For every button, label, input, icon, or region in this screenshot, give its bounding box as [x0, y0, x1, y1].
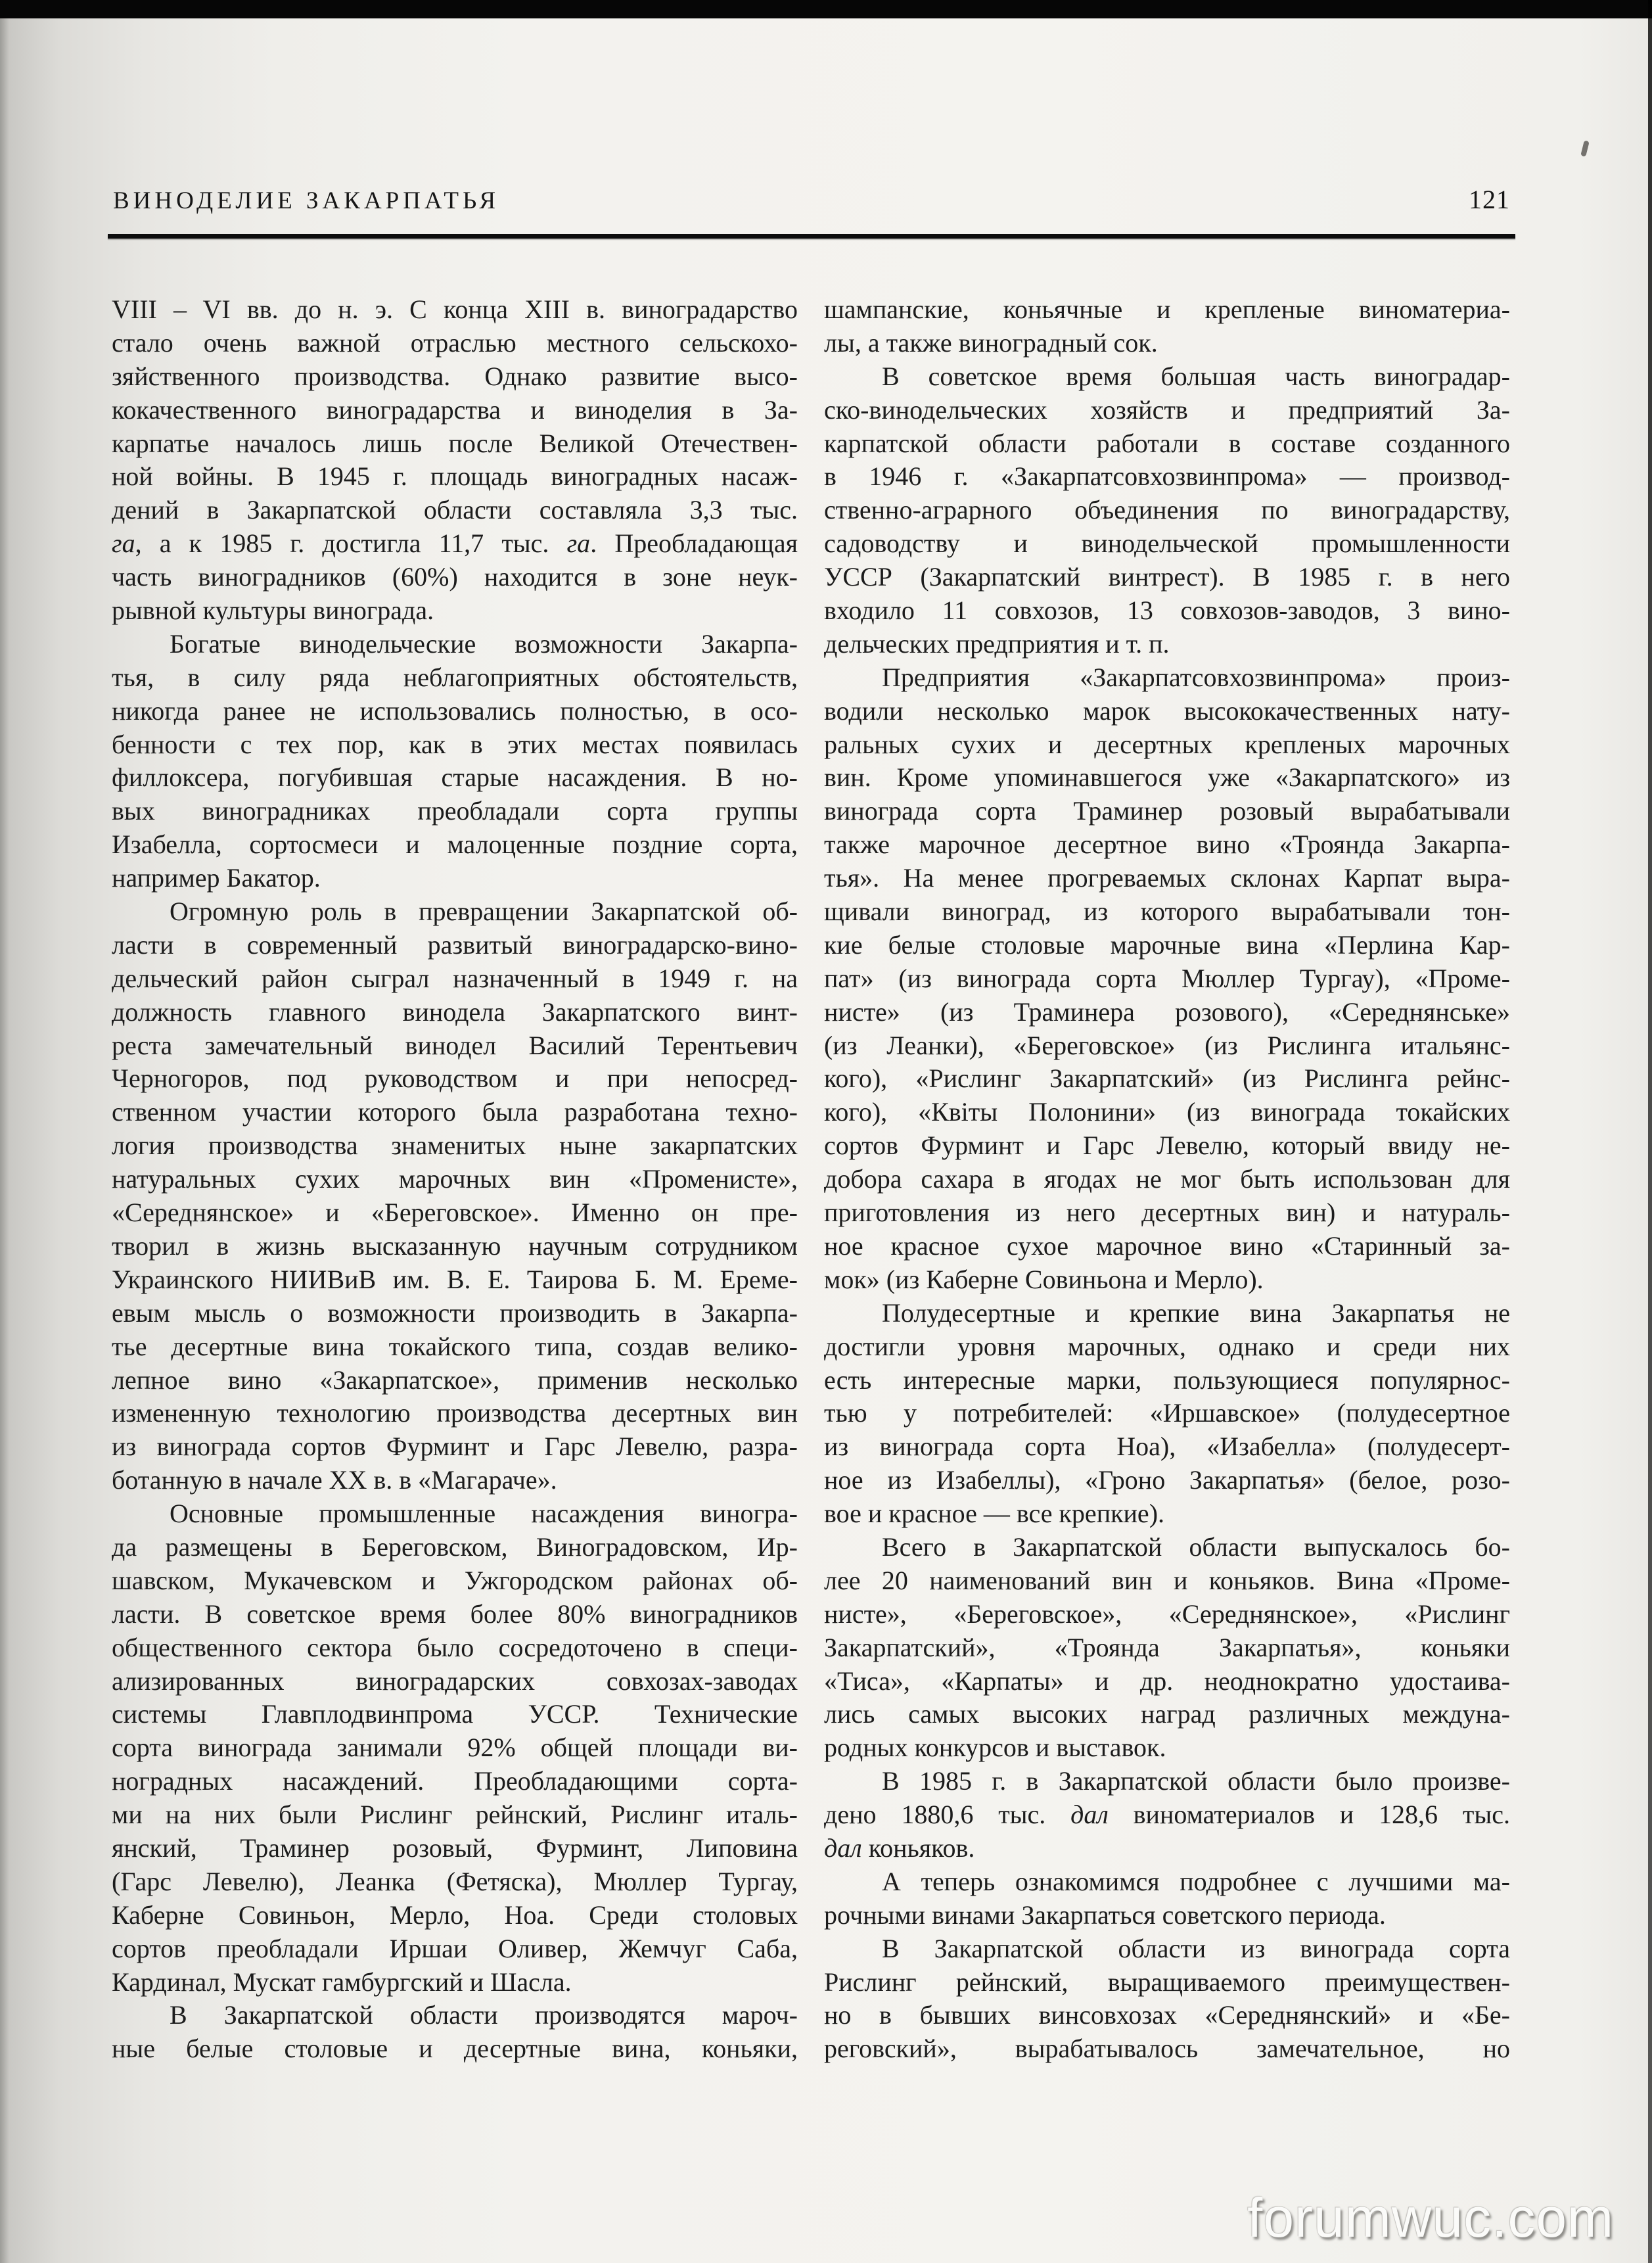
text-line: В советское время большая часть виноградар-	[882, 361, 1510, 391]
text-line: филлоксера, погубившая старые насаждения. В но-	[112, 762, 798, 793]
text-line: Всего в Закарпатской области выпускалось бо-	[882, 1531, 1510, 1562]
text-line: мок» (из Каберне Совиньона и Мерло).	[824, 1264, 1264, 1294]
text-line: сортов преобладали Иршаи Оливер, Жемчуг Саба,	[112, 1933, 798, 1963]
running-header-title: ВИНОДЕЛИЕ ЗАКАРПАТЬЯ	[113, 187, 499, 214]
text-line: логия производства знаменитых ныне закарпатских	[112, 1131, 798, 1161]
text-line: никогда ранее не использовались полностью, в осо-	[112, 695, 798, 726]
text-line: вин. Кроме упоминавшегося уже «Закарпатского» из	[824, 762, 1510, 793]
text-line: измененную технологию производства десертных вин	[112, 1398, 798, 1428]
text-line: винограда сорта Траминер розовый вырабатывали	[824, 796, 1510, 826]
text-line: приготовления из него десертных вин) и натураль-	[824, 1198, 1510, 1228]
text-line: лы, а также виноградный сок.	[824, 327, 1158, 358]
text-line: «Середнянское» и «Береговское». Именно он пре-	[112, 1198, 798, 1228]
text-line: ниcте» (из Траминера розового), «Середнянське»	[824, 996, 1510, 1027]
text-line: (Гарс Левелю), Леанка (Фетяска), Мюллер Тургау,	[112, 1866, 798, 1896]
text-line: В 1985 г. в Закарпатской области было произве-	[882, 1766, 1510, 1796]
text-line: Полудесертные и крепкие вина Закарпатья не	[882, 1297, 1510, 1328]
text-line: из винограда сортов Фурминт и Гарс Левелю, разра-	[112, 1432, 798, 1462]
text-line: лись самых высоких наград различных междуна-	[824, 1699, 1510, 1729]
text-line: Изабелла, сортосмеси и малоценные поздние сорта,	[112, 829, 798, 860]
text-line: карпатской области работали в составе созданного	[824, 428, 1510, 458]
text-line: общественного сектора было сосредоточено в специ-	[112, 1632, 798, 1662]
text-column-left	[112, 293, 798, 2066]
text-line: (из Леанки), «Береговское» (из Рислинга итальянс-	[824, 1030, 1510, 1060]
text-line: ное из Изабеллы), «Гроно Закарпатья» (белое, розо-	[824, 1465, 1510, 1495]
text-line: есть интересные марки, пользующиеся популярнос-	[824, 1365, 1510, 1395]
text-line: VIII – VI вв. до н. э. С конца XIII в. виноградарство	[112, 294, 798, 324]
watermark: forumwuc.com	[1247, 2187, 1615, 2249]
text-line: кого), «Рислинг Закарпатский» (из Рислинга рейнс-	[824, 1063, 1510, 1094]
text-line: сортов Фурминт и Гарс Левелю, который ввиду не-	[824, 1131, 1510, 1161]
text-line: дал коньяков.	[824, 1832, 975, 1863]
scan-edge-shadow	[1648, 0, 1652, 2263]
text-line: рочными винами Закарпаться советского периода.	[824, 1900, 1386, 1930]
text-line: системы Главплодвинпрома УССР. Технические	[112, 1699, 798, 1729]
text-line: ственном участии которого была разработана техно-	[112, 1097, 798, 1127]
text-line: например Бакатор.	[112, 863, 321, 893]
text-line: пат» (из винограда сорта Мюллер Тургау), «Проме-	[824, 963, 1510, 993]
header-rule	[108, 234, 1515, 239]
text-line: в 1946 г. «Закарпатсовхозвинпрома» — производ-	[824, 461, 1510, 492]
text-line: но в бывших винсовхозах «Середнянский» и «Бе-	[824, 2000, 1510, 2030]
text-line: творил в жизнь высказанную научным сотрудником	[112, 1230, 798, 1261]
text-line: ральных сухих и десертных крепленых марочных	[824, 729, 1510, 759]
text-line: сорта винограда занимали 92% общей площади ви-	[112, 1733, 798, 1763]
text-line: кого), «Квіты Полонини» (из винограда токайских	[824, 1097, 1510, 1127]
text-line: Основные промышленные насаждения виногра-	[170, 1499, 798, 1529]
text-line: Украинского НИИВиВ им. В. Е. Таирова Б. М. Ереме-	[112, 1264, 798, 1294]
text-line: вое и красное — все крепкие).	[824, 1499, 1165, 1529]
text-line: тье десертные вина токайского типа, создав велико-	[112, 1331, 798, 1361]
text-line: Черногоров, под руководством и при непосред-	[112, 1063, 798, 1094]
text-line: ализированных виноградарских совхозах-заводах	[112, 1666, 798, 1696]
text-line: щивали виноград, из которого вырабатывали тон-	[824, 897, 1510, 927]
text-line: реста замечательный винодел Василий Терентьевич	[112, 1030, 798, 1060]
text-line: евым мысль о возможности производить в Закарпа-	[112, 1297, 798, 1328]
text-line: водили несколько марок высококачественных нату-	[824, 695, 1510, 726]
text-line: дельческий район сыграл назначенный в 1949 г. на	[112, 963, 798, 993]
text-line: бенности с тех пор, как в этих местах появилась	[112, 729, 798, 759]
text-line: шампанские, коньячные и крепленые виноматериа-	[824, 294, 1510, 324]
page-number: 121	[1469, 185, 1510, 214]
text-line: дельческих предприятия и т. п.	[824, 628, 1170, 659]
text-line: ственно-аграрного объединения по виноградарству,	[824, 495, 1510, 525]
text-line: ное красное сухое марочное вино «Старинный за-	[824, 1230, 1510, 1261]
text-line: шавском, Мукачевском и Ужгородском районах об-	[112, 1565, 798, 1595]
text-line: Закарпатский», «Троянда Закарпатья», коньяки	[824, 1632, 1510, 1662]
text-line: реговский», вырабатывалось замечательное, но	[824, 2034, 1510, 2064]
running-header	[113, 184, 1510, 215]
text-line: Кардинал, Мускат гамбургский и Шасла.	[112, 1967, 572, 1997]
text-line: Богатые винодельческие возможности Закарпа-	[170, 628, 798, 659]
text-line: тья». На менее прогреваемых склонах Карпат выра-	[824, 863, 1510, 893]
text-line: ниcте», «Береговское», «Середнянское», «Рислинг	[824, 1598, 1510, 1629]
scan-artifact	[1580, 140, 1590, 156]
text-line: родных конкурсов и выставок.	[824, 1733, 1166, 1763]
text-line: натуральных сухих марочных вин «Променисте»,	[112, 1164, 798, 1194]
text-line: Огромную роль в превращении Закарпатской об-	[170, 897, 798, 927]
scan-black-bar	[0, 0, 1652, 18]
text-line: лепное вино «Закарпатское», применив несколько	[112, 1365, 798, 1395]
text-line: дений в Закарпатской области составляла 3,3 тыс.	[112, 495, 798, 525]
text-line: зяйственного производства. Однако развитие высо-	[112, 361, 798, 391]
text-line: ноградных насаждений. Преобладающими сорта-	[112, 1766, 798, 1796]
text-line: кие белые столовые марочные вина «Перлина Кар-	[824, 929, 1510, 960]
text-line: янский, Траминер розовый, Фурминт, Липовина	[112, 1832, 798, 1863]
text-line: также марочное десертное вино «Троянда Закарпа-	[824, 829, 1510, 860]
text-line: ско-винодельческих хозяйств и предприятий За-	[824, 394, 1510, 425]
text-line: ласти. В советское время более 80% виноградников	[112, 1598, 798, 1629]
text-line: ласти в современный развитый виноградарско-вино-	[112, 929, 798, 960]
text-line: Каберне Совиньон, Мерло, Ноа. Среди столовых	[112, 1900, 798, 1930]
text-line: ми на них были Рислинг рейнский, Рислинг италь-	[112, 1800, 798, 1830]
text-line: Предприятия «Закарпатсовхозвинпрома» произ-	[882, 662, 1510, 692]
text-line: часть виноградников (60%) находится в зоне неук-	[112, 562, 798, 592]
text-line: «Тиса», «Карпаты» и др. неоднократно удостаива-	[824, 1666, 1510, 1696]
text-line: вых виноградниках преобладали сорта группы	[112, 796, 798, 826]
text-line: достигли уровня марочных, однако и среди них	[824, 1331, 1510, 1361]
text-line: рывной культуры винограда.	[112, 595, 434, 626]
text-line: УССР (Закарпатский винтрест). В 1985 г. в него	[824, 562, 1510, 592]
text-line: да размещены в Береговском, Виноградовском, Ир-	[112, 1531, 798, 1562]
text-line: ботанную в начале XX в. в «Магараче».	[112, 1465, 557, 1495]
text-line: лее 20 наименований вин и коньяков. Вина «Проме-	[824, 1565, 1510, 1595]
text-line: А теперь ознакомимся подробнее с лучшими ма-	[882, 1866, 1510, 1896]
text-line: кокачественного виноградарства и виноделия в За-	[112, 394, 798, 425]
text-line: из винограда сорта Ноа), «Изабелла» (полудесерт-	[824, 1432, 1510, 1462]
text-line: стало очень важной отраслью местного сельскохо-	[112, 327, 798, 358]
text-line: садоводству и винодельческой промышленности	[824, 528, 1510, 559]
text-line: ные белые столовые и десертные вина, коньяки,	[112, 2034, 798, 2064]
text-line: В Закарпатской области производятся мароч-	[170, 2000, 798, 2030]
text-line: га, а к 1985 г. достигла 11,7 тыс. га. Преобладающая	[112, 528, 798, 559]
text-line: должность главного винодела Закарпатского винт-	[112, 996, 798, 1027]
text-line: тья, в силу ряда неблагоприятных обстоятельств,	[112, 662, 798, 692]
text-line: добора сахара в ягодах не мог быть использован для	[824, 1164, 1510, 1194]
text-column-right	[824, 293, 1510, 2066]
text-line: дено 1880,6 тыс. дал виноматериалов и 128,6 тыс.	[824, 1800, 1510, 1830]
text-line: Рислинг рейнский, выращиваемого преимуществен-	[824, 1967, 1510, 1997]
text-line: ной войны. В 1945 г. площадь виноградных насаж-	[112, 461, 798, 492]
text-line: входило 11 совхозов, 13 совхозов-заводов, 3 вино-	[824, 595, 1510, 626]
text-line: карпатье началось лишь после Великой Отечествен-	[112, 428, 798, 458]
text-line: тью у потребителей: «Иршавское» (полудесертное	[824, 1398, 1510, 1428]
text-line: В Закарпатской области из винограда сорта	[882, 1933, 1510, 1963]
